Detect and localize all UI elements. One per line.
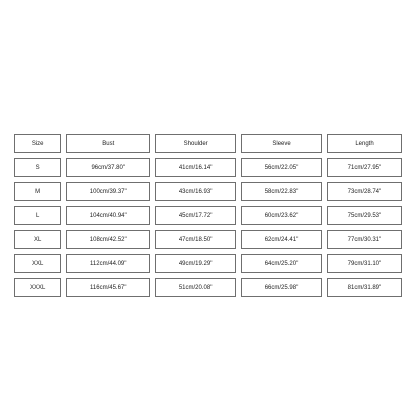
shoulder-cell: 41cm/16.14'' bbox=[155, 158, 236, 177]
sleeve-cell: 60cm/23.62'' bbox=[241, 206, 322, 225]
sleeve-cell: 64cm/25.20'' bbox=[241, 254, 322, 273]
bust-cell: 104cm/40.94'' bbox=[66, 206, 150, 225]
size-cell: S bbox=[14, 158, 61, 177]
bust-cell: 112cm/44.09'' bbox=[66, 254, 150, 273]
table-row bbox=[14, 254, 402, 273]
shoulder-cell: 45cm/17.72'' bbox=[155, 206, 236, 225]
sleeve-cell: 62cm/24.41'' bbox=[241, 230, 322, 249]
header-row bbox=[14, 134, 402, 153]
header-bust: Bust bbox=[66, 134, 150, 153]
shoulder-cell: 51cm/20.08'' bbox=[155, 278, 236, 297]
header-sleeve: Sleeve bbox=[241, 134, 322, 153]
bust-cell: 116cm/45.67'' bbox=[66, 278, 150, 297]
bust-cell: 108cm/42.52'' bbox=[66, 230, 150, 249]
size-cell: XXL bbox=[14, 254, 61, 273]
length-cell: 71cm/27.95'' bbox=[327, 158, 402, 177]
length-cell: 75cm/29.53'' bbox=[327, 206, 402, 225]
length-cell: 81cm/31.89'' bbox=[327, 278, 402, 297]
size-cell: M bbox=[14, 182, 61, 201]
table-row bbox=[14, 278, 402, 297]
table-row bbox=[14, 206, 402, 225]
sleeve-cell: 66cm/25.98'' bbox=[241, 278, 322, 297]
length-cell: 79cm/31.10'' bbox=[327, 254, 402, 273]
shoulder-cell: 49cm/19.29'' bbox=[155, 254, 236, 273]
bust-cell: 100cm/39.37'' bbox=[66, 182, 150, 201]
sleeve-cell: 58cm/22.83'' bbox=[241, 182, 322, 201]
sleeve-cell: 56cm/22.05'' bbox=[241, 158, 322, 177]
header-length: Length bbox=[327, 134, 402, 153]
bust-cell: 96cm/37.80'' bbox=[66, 158, 150, 177]
length-cell: 73cm/28.74'' bbox=[327, 182, 402, 201]
table-row bbox=[14, 182, 402, 201]
header-size: Size bbox=[14, 134, 61, 153]
size-cell: XL bbox=[14, 230, 61, 249]
header-shoulder: Shoulder bbox=[155, 134, 236, 153]
size-cell: XXXL bbox=[14, 278, 61, 297]
shoulder-cell: 47cm/18.50'' bbox=[155, 230, 236, 249]
size-chart-table bbox=[14, 134, 402, 297]
shoulder-cell: 43cm/16.93'' bbox=[155, 182, 236, 201]
length-cell: 77cm/30.31'' bbox=[327, 230, 402, 249]
table-row bbox=[14, 158, 402, 177]
table-row bbox=[14, 230, 402, 249]
size-cell: L bbox=[14, 206, 61, 225]
